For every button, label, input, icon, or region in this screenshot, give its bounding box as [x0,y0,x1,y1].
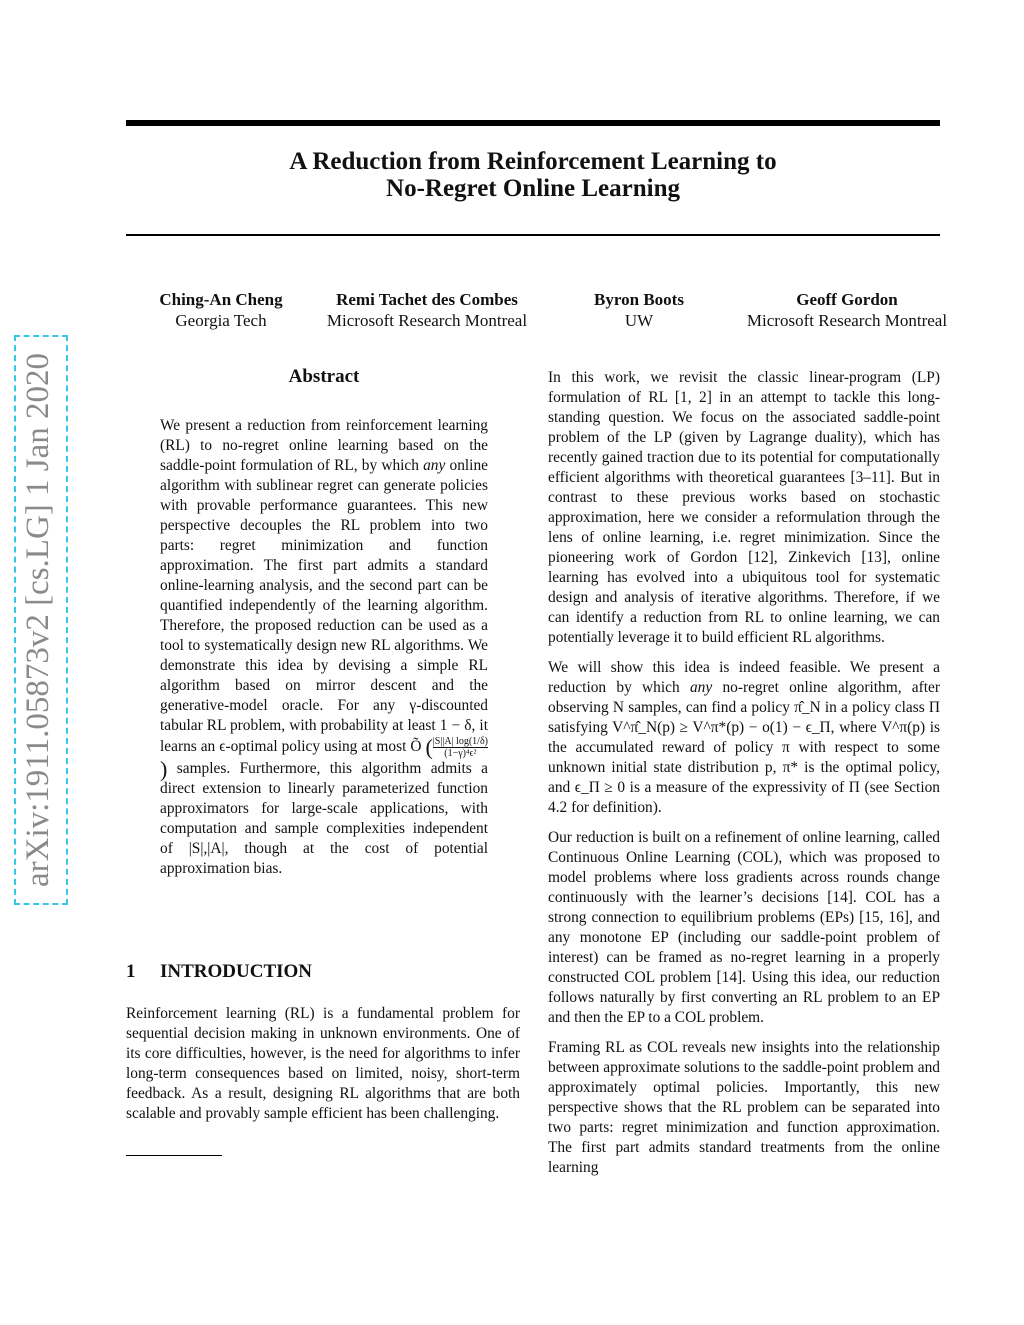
title-bottom-rule [126,234,940,236]
author-affiliation: Georgia Tech [175,311,267,330]
author-name: Remi Tachet des Combes [336,290,518,309]
intro-left-paragraph: Reinforcement learning (RL) is a fundamental problem for sequential decision making in unknown environments. One of its core difficulties, however, is the need for algorithms to infer long-term consequences based on limited, noisy, short-term feedback. As a result, designing RL algorithms that are both scalable and provably sample efficient has been challenging. [126,1005,520,1122]
author-name: Byron Boots [594,290,684,309]
right-emphasis: any [689,679,713,696]
abstract-text-3: samples. Furthermore, this algorithm admits a direct extension to linearly parameterized function approximators for large-scale applications, with computation and sample complexities independent of |S|,|A|, though at the cost of potential approximation bias. [160,760,488,878]
complexity-fraction [433,736,488,759]
author-name: Geoff Gordon [796,290,898,309]
footnote-rule [126,1155,222,1156]
right-paragraph-4: Framing RL as COL reveals new insights into the relationship between approximate solutions to the saddle-point problem and approximately optimal policies. Importantly, this new perspective shows that the RL problem can be separated into two parts: regret minimization and function approximation. The first part admits standard treatments from the online learning [548,1039,940,1176]
right-paragraph-1: In this work, we revisit the classic linear-program (LP) formulation of RL [1, 2] in an attempt to tackle this long-standing question. We focus on the associated saddle-point problem of the LP (given by Lagrange duality), which has recently gained traction due to its potential for computationally efficient algorithms with theoretical guarantees [3–11]. But in contrast to these previous works based on stochastic approximation, here we consider a reformulation through the lens of online learning, i.e. regret minimization. Since the pioneering work of Gordon [12], Zinkevich [13], online learning has evolved into a ubiquitous tool for systematic design and analysis of iterative algorithms. Therefore, if we can identify a reduction from RL to online learning, we can potentially leverage it to build efficient RL algorithms. [548,369,940,646]
title-line-2: No-Regret Online Learning [386,175,680,202]
author-1 [126,289,316,331]
right-paragraph-2a: We will show this idea is indeed feasible. We present a reduction by which [548,659,940,696]
author-4 [732,289,962,331]
arxiv-identifier[interactable]: arXiv:1911.05873v2 [cs.LG] 1 Jan 2020 [14,335,68,905]
author-affiliation: Microsoft Research Montreal [326,311,528,330]
abstract-emphasis: any [423,457,446,474]
section-number: 1 [126,961,136,982]
section-heading [126,961,312,983]
right-column [548,368,940,1188]
author-affiliation: UW [624,311,654,330]
fraction-denominator: (1−γ)⁴ϵ² [444,748,477,759]
title-top-rule [126,120,940,126]
section-title: INTRODUCTION [160,961,313,982]
abstract-body: We present a reduction from reinforcement learning (RL) to no-regret online learning based on the saddle-point formulation of RL, by which any online algorithm with sublinear regret can generate policies with provable performance guarantees. This new perspective decouples the RL problem into two parts: regret minimization and function approximation. The first part admits a standard online-learning analysis, and the second part can be quantified independently of the learning algorithm. Therefore, the proposed reduction can be used as a tool to systematically design new RL algorithms. We demonstrate this idea by devising a simple RL algorithm based on mirror descent and the generative-model oracle. For any γ-discounted tabular RL problem, with probability at least 1 − δ, it learns an ϵ-optimal policy using at most Õ ( $\frac{|S||A| \log(1/\delta)}{\text{(1−γ)⁴ϵ²}}$) samples. Furthermore, this algorithm admits a direct extension to linearly parameterized function approximators for large-scale applications, with computation and sample complexities independent of |S|,|A|, though at the cost of potential approximation bias. [160,417,488,878]
abstract-heading: Abstract [288,366,360,387]
right-paragraph-2b: no-regret online algorithm, after observing N samples, can find a policy π̂_N in a policy class Π satisfying V^π̂_N(p) ≥ V^π*(p) − o(1) − ϵ_Π, where V^π(p) is the accumulated reward of policy π with respect to some unknown initial state distribution p, π* is the optimal policy, and ϵ_Π ≥ 0 is a measure of the expressivity of Π (see Section 4.2 for definition). [548,679,940,816]
right-paragraph-2 [548,658,940,818]
arxiv-stamp [14,335,68,905]
right-paragraph-3: Our reduction is built on a refinement of online learning, called Continuous Online Learning (COL), which was proposed to model problems where loss gradients across rounds change continuously with the learner’s decisions [14]. COL has a strong connection to equilibrium problems (EPs) [15, 16], and any monotone EP (including our saddle-point problem of interest) can be framed as no-regret learning in a properly constructed COL problem [14]. Using this idea, our reduction follows naturally by first converting an RL problem to an EP and then the EP to a COL problem. [548,829,940,1026]
abstract-text-2: online algorithm with sublinear regret can generate policies with provable performance guarantees. This new perspective decouples the RL problem into two parts: regret minimization and function approximation. The first part admits a standard online-learning analysis, and the second part can be quantified independently of the learning algorithm. Therefore, the proposed reduction can be used as a tool to systematically design new RL algorithms. We demonstrate this idea by devising a simple RL algorithm based on mirror descent and the generative-model oracle. For any γ-discounted tabular RL problem, with probability at least 1 − δ, it learns an ϵ-optimal policy using at most Õ [160,457,488,756]
title-line-1: A Reduction from Reinforcement Learning to [289,148,777,175]
author-2 [312,289,542,331]
author-3 [566,289,712,331]
author-affiliation: Microsoft Research Montreal [746,311,948,330]
author-name: Ching-An Cheng [159,290,283,309]
paper-title [126,148,940,202]
abstract-text-1: We present a reduction from reinforcement learning (RL) to no-regret online learning based on the saddle-point formulation of RL, by which [160,417,488,474]
fraction-numerator: |S||A| log(1/δ) [432,736,488,747]
